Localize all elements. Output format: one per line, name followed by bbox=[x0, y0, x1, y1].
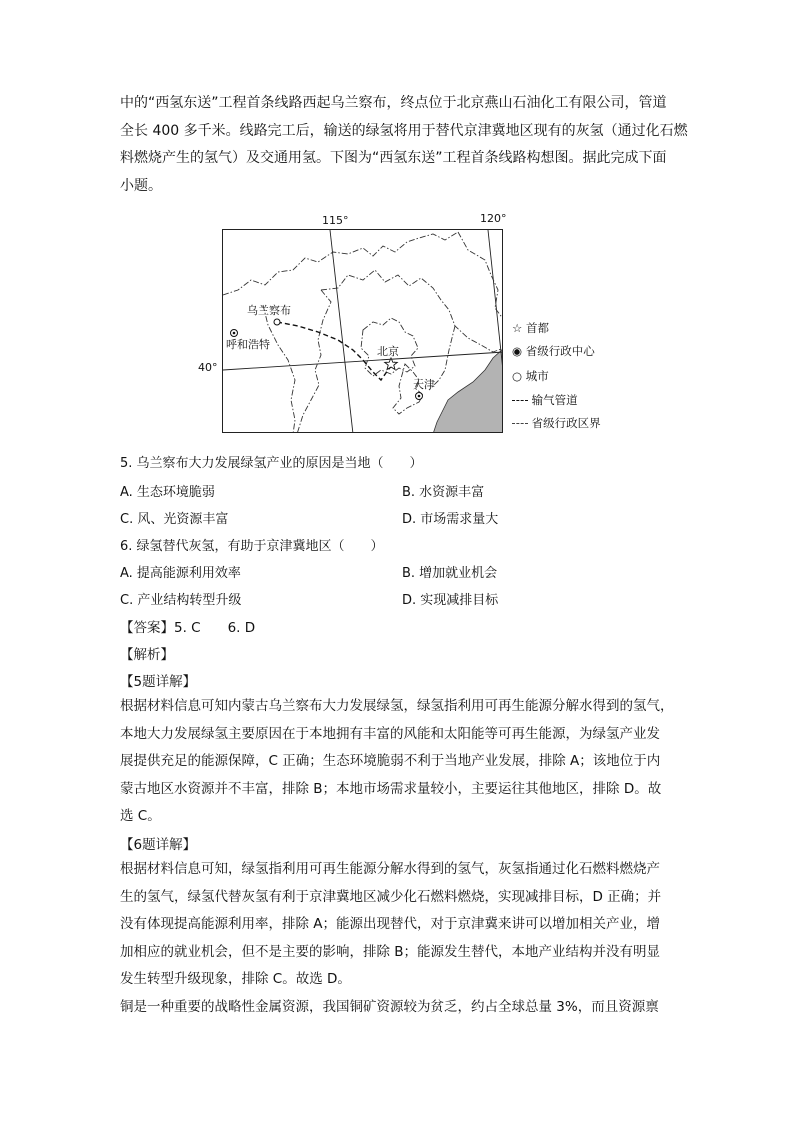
question-6-option-a: A. 提高能源利用效率 bbox=[120, 566, 241, 581]
question-5-option-c: C. 风、光资源丰富 bbox=[120, 512, 229, 527]
q6-explanation-line: 加相应的就业机会，但不是主要的影响，排除 B；能源发生替代，本地产业结构并没有明显 bbox=[120, 943, 661, 960]
next-passage-line: 铜是一种重要的战略性金属资源，我国铜矿资源较为贫乏，约占全球总量 3%，而且资源禀 bbox=[120, 998, 659, 1015]
dash-dot-line-icon bbox=[512, 423, 528, 424]
boundary-line bbox=[297, 290, 331, 433]
legend-boundary-label: 省级行政区界 bbox=[531, 416, 601, 430]
beijing-label: 北京 bbox=[377, 345, 399, 358]
question-6-option-d: D. 实现减排目标 bbox=[402, 593, 499, 608]
dashed-line-icon bbox=[512, 400, 528, 401]
pipeline-map bbox=[222, 229, 503, 433]
huhehaote-marker-dot bbox=[233, 332, 236, 335]
lat-label-40: 40° bbox=[198, 361, 218, 374]
q5-explanation-line: 蒙古地区水资源并不丰富，排除 B；本地市场需求量较小，主要运往其他地区，排除 D。故 bbox=[120, 780, 662, 797]
star-icon: ☆ bbox=[512, 321, 523, 335]
q6-explanation-line: 生的氢气，绿氢代替灰氢有利于京津冀地区减少化石燃料燃烧，实现减排目标，D 正确；并 bbox=[120, 888, 662, 905]
huhehaote-label: 呼和浩特 bbox=[226, 338, 270, 351]
q5-explanation bbox=[120, 693, 680, 831]
legend-provincial-center bbox=[512, 343, 595, 359]
intro-line: 料燃烧产生的氢气）及交通用氢。下图为“西氢东送”工程首条线路构想图。据此完成下面 bbox=[120, 150, 667, 166]
intro-line: 全长 400 多千米。线路完工后，输送的绿氢将用于替代京津冀地区现有的灰氢（通过化石燃 bbox=[120, 122, 688, 139]
legend-capital bbox=[512, 320, 549, 336]
q6-explanation-line: 没有体现提高能源利用率，排除 A；能源出现替代，对于京津冀来讲可以增加相关产业，增 bbox=[120, 916, 661, 932]
legend-city bbox=[512, 368, 549, 384]
lon-label-120: 120° bbox=[480, 212, 507, 225]
legend-pipeline-label: 输气管道 bbox=[531, 393, 578, 407]
q5-explanation-line: 展提供充足的能源保障，C 正确；生态环境脆弱不利于当地产业发展，排除 A；该地位于内 bbox=[120, 753, 661, 769]
question-6-stem: 6. 绿氢替代灰氢，有助于京津冀地区（ ） bbox=[120, 539, 384, 554]
answer-line: 【答案】5. C 6. D bbox=[120, 620, 256, 636]
question-6-option-c: C. 产业结构转型升级 bbox=[120, 593, 242, 608]
legend-city-label: 城市 bbox=[525, 369, 549, 383]
circled-dot-icon: ◉ bbox=[512, 344, 523, 358]
question-5-option-d: D. 市场需求量大 bbox=[402, 512, 499, 527]
legend-boundary bbox=[512, 415, 601, 431]
analysis-heading: 【解析】 bbox=[120, 647, 174, 663]
q6-explanation-line: 根据材料信息可知，绿氢指利用可再生能源分解水得到的氢气，灰氢指通过化石燃料燃烧产 bbox=[120, 861, 660, 877]
legend-capital-label: 首都 bbox=[525, 321, 549, 335]
q6-explanation bbox=[120, 856, 680, 1021]
question-5-option-b: B. 水资源丰富 bbox=[402, 485, 485, 500]
intro-line: 小题。 bbox=[120, 177, 162, 194]
question-5-option-a: A. 生态环境脆弱 bbox=[120, 485, 215, 500]
intro-paragraph bbox=[120, 90, 688, 200]
q5-explanation-line: 选 C。 bbox=[120, 808, 161, 824]
q6-detail-heading: 【6题详解】 bbox=[120, 837, 197, 853]
map-drawing bbox=[223, 230, 503, 433]
boundary-line bbox=[321, 270, 503, 352]
sea-area bbox=[433, 348, 503, 433]
intro-line: 中的“西氢东送”工程首条线路西起乌兰察布，终点位于北京燕山石油化工有限公司，管道 bbox=[120, 95, 667, 111]
tianjin-marker-dot bbox=[418, 395, 421, 398]
q5-detail-heading: 【5题详解】 bbox=[120, 674, 197, 690]
question-5-stem: 5. 乌兰察布大力发展绿氢产业的原因是当地（ ） bbox=[120, 456, 423, 471]
circle-icon: ○ bbox=[512, 369, 523, 383]
lon-label-115: 115° bbox=[322, 214, 349, 227]
legend-pipeline bbox=[512, 392, 578, 408]
wulanchabu-marker bbox=[274, 319, 280, 325]
legend-provincial-center-label: 省级行政中心 bbox=[525, 344, 595, 358]
boundary-line bbox=[223, 232, 458, 295]
wulanchabu-label: 乌兰察布 bbox=[247, 304, 291, 317]
q5-explanation-line: 根据材料信息可知内蒙古乌兰察布大力发展绿氢，绿氢指利用可再生能源分解水得到的氢气， bbox=[120, 698, 674, 714]
q6-explanation-line: 发生转型升级现象，排除 C。故选 D。 bbox=[120, 971, 351, 987]
question-6-option-b: B. 增加就业机会 bbox=[402, 566, 498, 581]
meridian-115 bbox=[330, 230, 353, 433]
q5-explanation-line: 本地大力发展绿氢主要原因在于本地拥有丰富的风能和太阳能等可再生能源，为绿氢产业发 bbox=[120, 725, 660, 742]
tianjin-label: 天津 bbox=[413, 378, 435, 391]
